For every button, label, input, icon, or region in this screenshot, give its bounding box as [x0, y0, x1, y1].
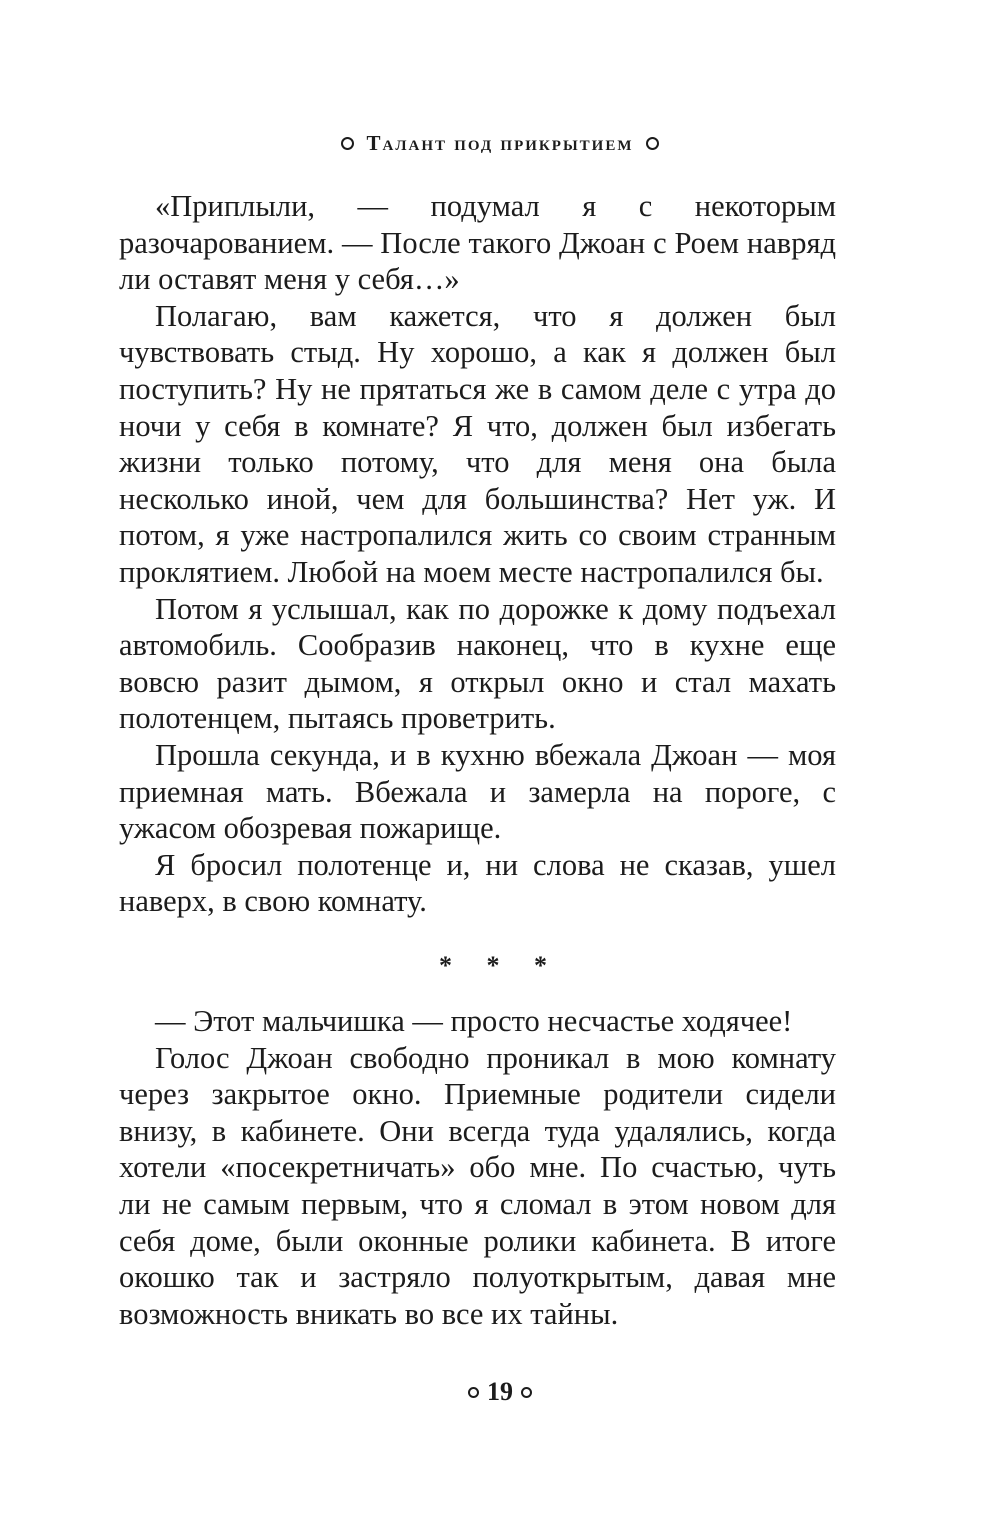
main-text: [119, 188, 836, 920]
paragraph: Полагаю, вам кажется, что я должен был чувствовать стыд. Ну хорошо, а как я должен был поступить? Ну не прятаться же в самом деле с утра до ночи у себя в комнате? Я что, должен был избегать жизни только потому, что для меня она была несколько иной, чем для большинства? Нет уж. И потом, я уже настропалился жить со своим странным проклятием. Любой на моем месте настропалился бы.: [119, 298, 836, 589]
running-head: [0, 128, 1000, 158]
paragraph: Прошла секунда, и в кухню вбежала Джоан — моя приемная мать. Вбежала и замерла на пороге, с ужасом обозревая пожарище.: [119, 737, 836, 846]
paragraph: Голос Джоан свободно проникал в мою комнату через закрытое окно. Приемные родители сидели внизу, в кабинете. Они всегда туда удалялись, когда хотели «посекретничать» обо мне. По счастью, чуть ли не самым первым, что я сломал в этом новом для себя доме, были оконные ролики кабинета. В итоге окошко так и застряло полуоткрытым, давая мне возможность вникать во все их тайны.: [119, 1040, 836, 1331]
paragraph: — Этот мальчишка — просто несчастье ходячее!: [155, 1004, 793, 1038]
running-title: Талант под прикрытием: [366, 131, 634, 155]
page-number: 19: [487, 1377, 513, 1406]
paragraph: Потом я услышал, как по дорожке к дому подъехал автомобиль. Сообразив наконец, что в кухне еще вовсю разит дымом, я открыл окно и стал махать полотенцем, пытаясь проветрить.: [119, 591, 836, 736]
paragraph: Я бросил полотенце и, ни слова не сказав, ушел наверх, в свою комнату.: [119, 847, 836, 919]
main-text-continued: [119, 1003, 836, 1332]
paragraph: «Приплыли, — подумал я с некоторым разочарованием. — После такого Джоан с Роем навряд ли оставят меня у себя…»: [119, 189, 836, 297]
bullet-ornament-left: [341, 137, 354, 150]
section-break: * * *: [439, 951, 561, 980]
bullet-ornament-left: [468, 1387, 479, 1398]
bullet-ornament-right: [646, 137, 659, 150]
bullet-ornament-right: [521, 1387, 532, 1398]
page-number-footer: [0, 1374, 1000, 1410]
